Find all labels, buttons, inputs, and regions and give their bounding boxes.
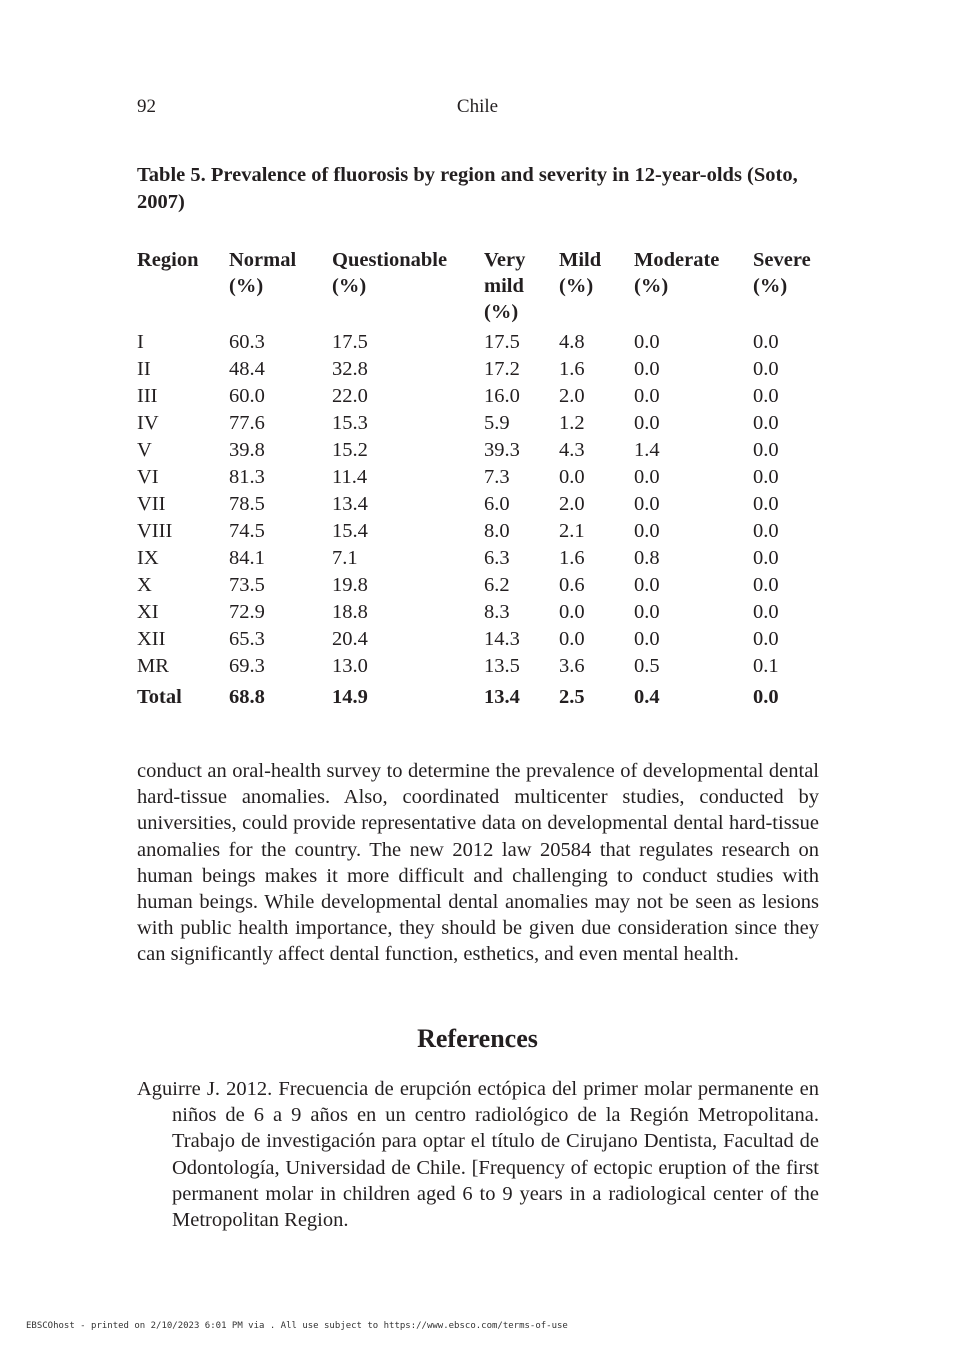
cell-severe: 0.0	[753, 439, 779, 461]
cell-severe: 0.0	[753, 547, 779, 569]
table-row	[133, 410, 823, 437]
cell-questionable: 13.4	[332, 493, 368, 515]
cell-region: III	[137, 385, 158, 407]
cell-normal: 60.3	[229, 331, 265, 353]
cell-moderate: 0.0	[634, 331, 660, 353]
cell-questionable: 17.5	[332, 331, 368, 353]
cell-very-mild: 6.0	[484, 493, 510, 515]
cell-moderate: 1.4	[634, 439, 660, 461]
cell-very-mild: 5.9	[484, 412, 510, 434]
cell-very-mild: 13.4	[484, 685, 520, 708]
cell-severe: 0.0	[753, 331, 779, 353]
cell-region: VII	[137, 493, 166, 515]
cell-normal: 68.8	[229, 685, 265, 708]
table-row	[133, 653, 823, 680]
cell-normal: 81.3	[229, 466, 265, 488]
column-header-questionable: Questionable (%)	[332, 249, 448, 297]
table-row	[133, 356, 823, 383]
table-caption: Table 5. Prevalence of fluorosis by region and severity in 12-year-olds (Soto, 2007)	[137, 164, 798, 213]
cell-mild: 2.1	[559, 520, 585, 542]
footer-note: EBSCOhost - printed on 2/10/2023 6:01 PM via . All use subject to https://www.ebsco.com/terms-of-use	[26, 1321, 568, 1331]
cell-questionable: 32.8	[332, 358, 368, 380]
fluorosis-table	[133, 247, 823, 714]
cell-severe: 0.0	[753, 628, 779, 650]
cell-severe: 0.0	[753, 412, 779, 434]
cell-severe: 0.0	[753, 466, 779, 488]
cell-mild: 4.8	[559, 331, 585, 353]
cell-mild: 2.0	[559, 493, 585, 515]
cell-region: IX	[137, 547, 159, 569]
cell-normal: 72.9	[229, 601, 265, 623]
table-row	[133, 437, 823, 464]
table-row	[133, 491, 823, 518]
cell-very-mild: 6.3	[484, 547, 510, 569]
cell-moderate: 0.4	[634, 685, 660, 708]
cell-region: I	[137, 331, 144, 353]
column-header-mild: Mild (%)	[559, 249, 602, 297]
table-row	[133, 329, 823, 356]
cell-normal: 84.1	[229, 547, 265, 569]
cell-region: MR	[137, 655, 169, 677]
column-header-moderate: Moderate (%)	[634, 249, 720, 297]
cell-mild: 0.0	[559, 466, 585, 488]
cell-moderate: 0.8	[634, 547, 660, 569]
cell-normal: 74.5	[229, 520, 265, 542]
table-row	[133, 518, 823, 545]
cell-mild: 0.0	[559, 601, 585, 623]
cell-region: VI	[137, 466, 159, 488]
table-body	[133, 329, 823, 714]
cell-moderate: 0.0	[634, 412, 660, 434]
table-row	[133, 464, 823, 491]
cell-moderate: 0.0	[634, 601, 660, 623]
table-row	[133, 626, 823, 653]
cell-severe: 0.0	[753, 685, 779, 708]
cell-normal: 73.5	[229, 574, 265, 596]
cell-questionable: 20.4	[332, 628, 368, 650]
cell-questionable: 15.2	[332, 439, 368, 461]
table-row	[133, 383, 823, 410]
cell-region: XI	[137, 601, 159, 623]
cell-region: XII	[137, 628, 166, 650]
cell-moderate: 0.0	[634, 385, 660, 407]
cell-moderate: 0.0	[634, 520, 660, 542]
cell-region: VIII	[137, 520, 173, 542]
cell-moderate: 0.5	[634, 655, 660, 677]
cell-moderate: 0.0	[634, 628, 660, 650]
cell-very-mild: 8.0	[484, 520, 510, 542]
cell-mild: 3.6	[559, 655, 585, 677]
cell-normal: 60.0	[229, 385, 265, 407]
cell-severe: 0.0	[753, 574, 779, 596]
cell-severe: 0.0	[753, 520, 779, 542]
cell-very-mild: 16.0	[484, 385, 520, 407]
cell-questionable: 14.9	[332, 685, 368, 708]
cell-moderate: 0.0	[634, 466, 660, 488]
cell-mild: 1.6	[559, 358, 585, 380]
cell-mild: 2.5	[559, 685, 585, 708]
cell-severe: 0.0	[753, 358, 779, 380]
cell-normal: 69.3	[229, 655, 265, 677]
cell-questionable: 11.4	[332, 466, 368, 488]
cell-mild: 1.2	[559, 412, 585, 434]
cell-region: V	[137, 439, 152, 461]
column-header-severe: Severe (%)	[753, 249, 811, 297]
cell-questionable: 7.1	[332, 547, 358, 569]
table-header-row	[133, 247, 823, 329]
cell-mild: 4.3	[559, 439, 585, 461]
cell-severe: 0.1	[753, 655, 779, 677]
column-header-region: Region	[137, 249, 199, 271]
cell-severe: 0.0	[753, 493, 779, 515]
cell-mild: 0.0	[559, 628, 585, 650]
cell-very-mild: 7.3	[484, 466, 510, 488]
table-row	[133, 599, 823, 626]
page-number: 92	[137, 96, 156, 117]
cell-moderate: 0.0	[634, 358, 660, 380]
column-header-normal: Normal (%)	[229, 249, 297, 297]
body-paragraph: conduct an oral-health survey to determine the prevalence of developmental dental hard-tissue anomalies. Also, coordinated multicenter studies, conducted by universities, could provide representative data on developmental dental hard-tissue anomalies for the country. The new 2012 law 20584 that regulates research on human beings makes it more difficult and challenging to conduct studies with human beings. While developmental dental anomalies may not be seen as lesions with public health importance, they should be given due consideration since they can significantly affect dental function, esthetics, and even mental health.	[137, 760, 819, 966]
cell-severe: 0.0	[753, 601, 779, 623]
cell-very-mild: 17.2	[484, 358, 520, 380]
table-total-row	[133, 680, 823, 714]
references-heading: References	[417, 1024, 538, 1053]
cell-severe: 0.0	[753, 385, 779, 407]
cell-region: IV	[137, 412, 159, 434]
cell-region: II	[137, 358, 151, 380]
cell-mild: 1.6	[559, 547, 585, 569]
table-row	[133, 572, 823, 599]
cell-very-mild: 17.5	[484, 331, 520, 353]
cell-moderate: 0.0	[634, 574, 660, 596]
cell-normal: 39.8	[229, 439, 265, 461]
cell-questionable: 13.0	[332, 655, 368, 677]
cell-very-mild: 14.3	[484, 628, 520, 650]
running-title: Chile	[456, 96, 499, 117]
cell-very-mild: 8.3	[484, 601, 510, 623]
cell-normal: 77.6	[229, 412, 265, 434]
cell-questionable: 18.8	[332, 601, 368, 623]
cell-mild: 2.0	[559, 385, 585, 407]
cell-normal: 65.3	[229, 628, 265, 650]
cell-questionable: 22.0	[332, 385, 368, 407]
column-header-very-mild: Very mild (%)	[484, 249, 526, 323]
cell-questionable: 15.3	[332, 412, 368, 434]
cell-very-mild: 39.3	[484, 439, 520, 461]
cell-very-mild: 6.2	[484, 574, 510, 596]
table-row	[133, 545, 823, 572]
cell-mild: 0.6	[559, 574, 585, 596]
reference-entry: Aguirre J. 2012. Frecuencia de erupción ectópica del primer molar permanente en niños de 6 a 9 años en un centro radiológico de la Región Metropolitana. Trabajo de investigación para optar el título de Cirujano Dentista, Facultad de Odontología, Universidad de Chile. [Frequency of ectopic eruption of the first permanent molar in children aged 6 to 9 years in a radiological center of the Metropolitan Region.	[137, 1078, 819, 1232]
cell-questionable: 15.4	[332, 520, 368, 542]
cell-questionable: 19.8	[332, 574, 368, 596]
cell-region: Total	[137, 685, 182, 708]
cell-very-mild: 13.5	[484, 655, 520, 677]
cell-moderate: 0.0	[634, 493, 660, 515]
cell-region: X	[137, 574, 152, 596]
cell-normal: 48.4	[229, 358, 265, 380]
cell-normal: 78.5	[229, 493, 265, 515]
